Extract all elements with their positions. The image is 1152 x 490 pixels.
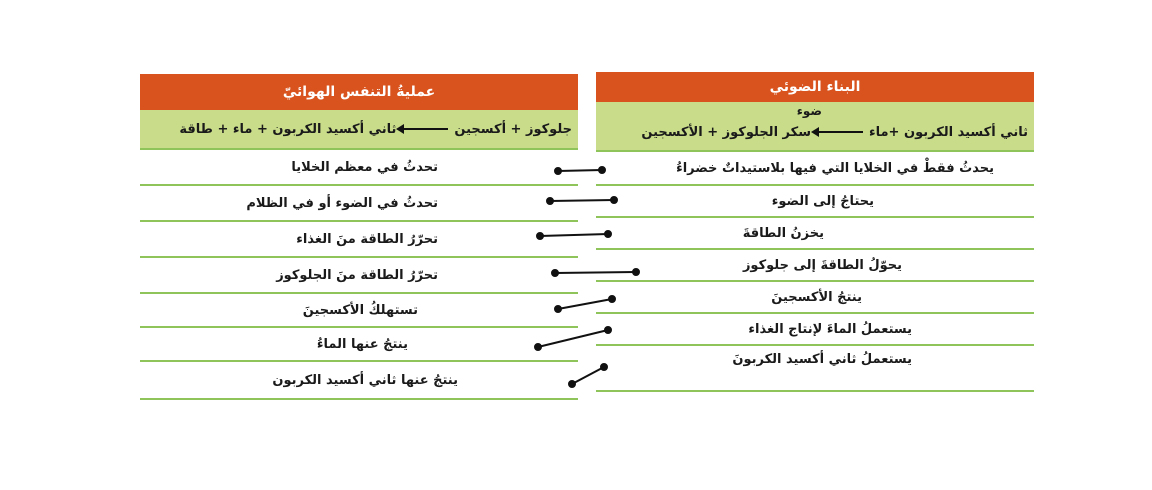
respiration-title: عمليةُ التنفس الهوائيّ: [140, 74, 578, 110]
link-line: [538, 330, 608, 347]
respiration-row: تحدثُ في الضوء أو في الظلام: [140, 186, 578, 222]
link-line: [558, 299, 612, 309]
photosynthesis-row: يحتاجُ إلى الضوء: [596, 186, 1034, 218]
link-dot: [552, 270, 558, 276]
respiration-row: تحرّرُ الطاقة منَ الغذاء: [140, 222, 578, 258]
link-line: [572, 367, 604, 384]
link-dot: [633, 269, 639, 275]
light-label: ضوء: [796, 104, 822, 118]
photosynthesis-row: يحدثُ فقطْ في الخلايا التي فيها بلاستيداتٌ خضراءُ: [596, 152, 1034, 186]
photosynthesis-row: يحوّلُ الطاقةَ إلى جلوكوز: [596, 250, 1034, 282]
link-dot: [555, 168, 561, 174]
link-dot: [601, 364, 607, 370]
link-dot: [547, 198, 553, 204]
respiration-row: تحدثُ في معظم الخلايا: [140, 150, 578, 186]
respiration-row: تستهلكُ الأكسجينَ: [140, 294, 578, 328]
link-line: [550, 200, 614, 201]
link-line: [555, 272, 636, 273]
link-dot: [555, 306, 561, 312]
respiration-row: تحرّرُ الطاقة منَ الجلوكوز: [140, 258, 578, 294]
respiration-row: ينتجُ عنها الماءُ: [140, 328, 578, 362]
link-line: [558, 170, 602, 171]
link-dot: [609, 296, 615, 302]
respiration-products: ثاني أكسيد الكربون + ماء + طاقة: [179, 121, 397, 137]
link-dot: [605, 231, 611, 237]
photosynthesis-products: سكر الجلوكوز + الأكسجين: [641, 124, 811, 140]
link-dot: [535, 344, 541, 350]
respiration-row: ينتجُ عنها ثاني أكسيد الكربون: [140, 362, 578, 400]
photosynthesis-row: يستعملُ الماءَ لإنتاج الغذاء: [596, 314, 1034, 346]
photosynthesis-reactants: ثاني أكسيد الكربون +ماء: [868, 124, 1028, 140]
link-dot: [599, 167, 605, 173]
photosynthesis-row: يستعملُ ثاني أكسيد الكربونَ: [596, 346, 1034, 392]
photosynthesis-row: ينتجُ الأكسجينَ: [596, 282, 1034, 314]
link-dot: [537, 233, 543, 239]
link-dot: [605, 327, 611, 333]
link-dot: [569, 381, 575, 387]
link-dot: [611, 197, 617, 203]
photosynthesis-row: يخزنُ الطاقةَ: [596, 218, 1034, 250]
link-line: [540, 234, 608, 236]
photosynthesis-title: البناء الضوئي: [596, 72, 1034, 102]
respiration-reactants: جلوكوز + أكسجين: [454, 121, 572, 137]
